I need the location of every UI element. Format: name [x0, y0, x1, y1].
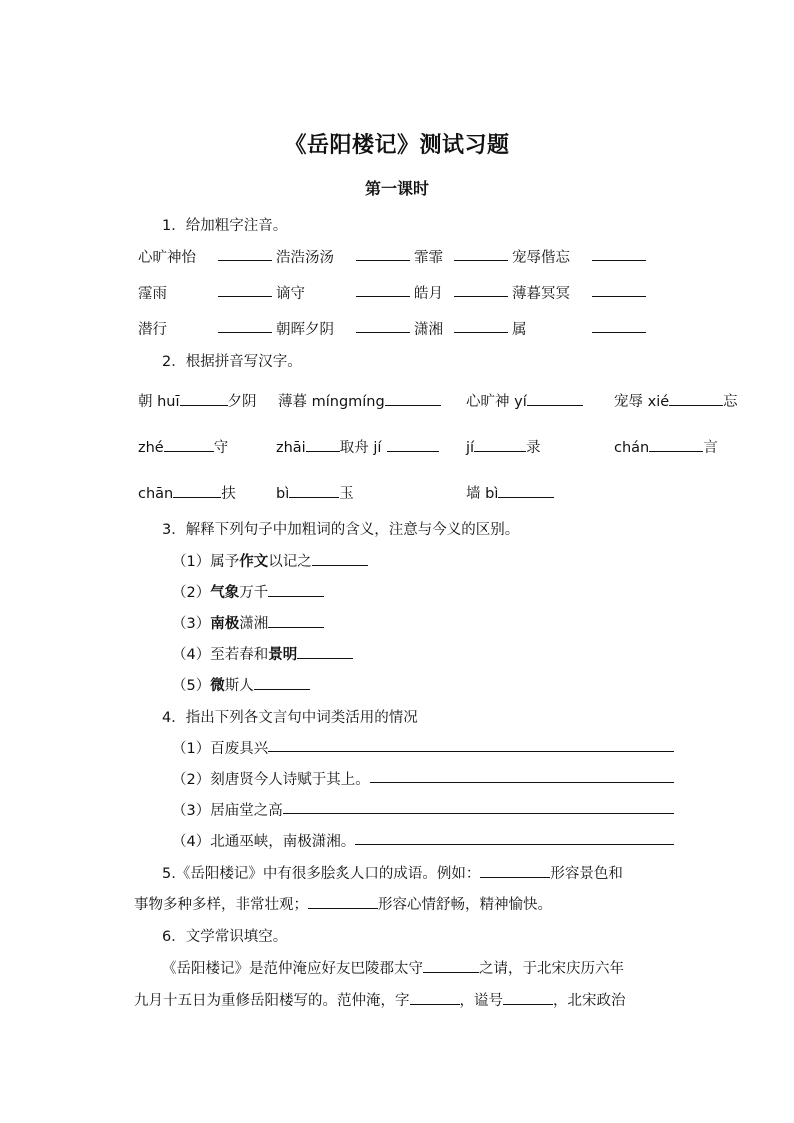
q1-word: 心旷神怡 [138, 250, 196, 266]
answer-blank[interactable] [387, 437, 439, 452]
answer-blank[interactable] [423, 958, 479, 973]
answer-blank[interactable] [669, 391, 723, 406]
q4-prompt: 4．指出下列各文言句中词类活用的情况 [162, 710, 418, 726]
q4-item: （3） 居庙堂之高 [172, 799, 674, 820]
q2-item: zhé 守 [138, 436, 228, 457]
page-title: 《岳阳楼记》测试习题 [284, 132, 510, 158]
answer-blank[interactable] [454, 282, 508, 297]
answer-blank[interactable] [503, 990, 553, 1005]
answer-blank[interactable] [592, 246, 646, 261]
answer-blank[interactable] [268, 582, 324, 597]
answer-blank[interactable] [297, 644, 353, 659]
q3-item: （5）微斯人 [172, 674, 310, 695]
answer-blank[interactable] [370, 768, 674, 783]
answer-blank[interactable] [312, 551, 368, 566]
answer-blank[interactable] [474, 437, 526, 452]
q1-word: 皓月 [414, 286, 443, 302]
answer-blank[interactable] [164, 437, 214, 452]
answer-blank[interactable] [410, 990, 460, 1005]
q4-item: （4） 北通巫峡，南极潇湘。 [172, 830, 674, 851]
answer-blank[interactable] [306, 437, 340, 452]
q5-line-1: 5.《岳阳楼记》中有很多脍炙人口的成语。例如： 形容景色和 [162, 862, 623, 883]
answer-blank[interactable] [268, 613, 324, 628]
answer-blank[interactable] [218, 282, 272, 297]
q1-word: 薄暮冥冥 [512, 286, 570, 302]
q4-item: （2） 刻唐贤今人诗赋于其上。 [172, 768, 674, 789]
q2-item: chán 言 [614, 436, 718, 457]
answer-blank[interactable] [283, 799, 674, 814]
q1-word: 潇湘 [414, 322, 443, 338]
q6-line-2: 九月十五日为重修岳阳楼写的。范仲淹，字 ，谥号 ，北宋政治 [134, 989, 626, 1010]
q3-prompt: 3．解释下列句子中加粗词的含义，注意与今义的区别。 [162, 522, 520, 538]
q2-prompt: 2．根据拼音写汉字。 [162, 354, 302, 370]
q2-item: chān 扶 [138, 482, 236, 503]
q1-word: 潜行 [138, 322, 167, 338]
page-subtitle: 第一课时 [364, 179, 429, 198]
answer-blank[interactable] [355, 830, 674, 845]
answer-blank[interactable] [592, 282, 646, 297]
answer-blank[interactable] [649, 437, 703, 452]
answer-blank[interactable] [527, 391, 583, 406]
answer-blank[interactable] [480, 863, 550, 878]
q1-word: 霏霏 [414, 250, 443, 266]
q3-item: （4）至若春和景明 [172, 643, 353, 664]
q2-item: 朝 huī 夕阴 [138, 390, 257, 411]
q1-prompt: 1．给加粗字注音。 [162, 218, 288, 234]
q2-item: 墙 bì [466, 482, 554, 503]
answer-blank[interactable] [218, 318, 272, 333]
answer-blank[interactable] [180, 391, 228, 406]
answer-blank[interactable] [289, 483, 339, 498]
answer-blank[interactable] [308, 894, 378, 909]
q1-word: 霪雨 [138, 286, 167, 302]
answer-blank[interactable] [454, 246, 508, 261]
answer-blank[interactable] [254, 675, 310, 690]
q4-item: （1） 百废具兴 [172, 737, 674, 758]
q2-item: jí 录 [466, 436, 541, 457]
answer-blank[interactable] [268, 737, 674, 752]
q3-item: （1）属予作文以记之 [172, 550, 368, 571]
q3-item: （2）气象万千 [172, 581, 324, 602]
answer-blank[interactable] [454, 318, 508, 333]
answer-blank[interactable] [385, 391, 441, 406]
q2-item: 宠辱 xié 忘 [614, 390, 738, 411]
q2-item: 薄暮 míngmíng [278, 390, 441, 411]
q2-item: zhāi 取舟 jí [276, 436, 439, 457]
q1-word: 浩浩汤汤 [276, 250, 334, 266]
q5-line-2: 事物多种多样，非常壮观； 形容心情舒畅，精神愉快。 [134, 893, 552, 914]
q1-word: 谪守 [276, 286, 305, 302]
answer-blank[interactable] [592, 318, 646, 333]
q1-word: 属 [512, 322, 527, 338]
answer-blank[interactable] [356, 246, 410, 261]
q1-word: 朝晖夕阴 [276, 322, 334, 338]
q3-item: （3）南极潇湘 [172, 612, 324, 633]
answer-blank[interactable] [356, 318, 410, 333]
q2-item: 心旷神 yí [466, 390, 583, 411]
answer-blank[interactable] [356, 282, 410, 297]
q6-prompt: 6．文学常识填空。 [162, 929, 288, 945]
answer-blank[interactable] [173, 483, 221, 498]
q2-item: bì 玉 [276, 482, 354, 503]
q1-word: 宠辱偕忘 [512, 250, 570, 266]
q6-line-1: 《岳阳楼记》是范仲淹应好友巴陵郡太守 之请，于北宋庆历六年 [162, 957, 624, 978]
answer-blank[interactable] [498, 483, 554, 498]
answer-blank[interactable] [218, 246, 272, 261]
